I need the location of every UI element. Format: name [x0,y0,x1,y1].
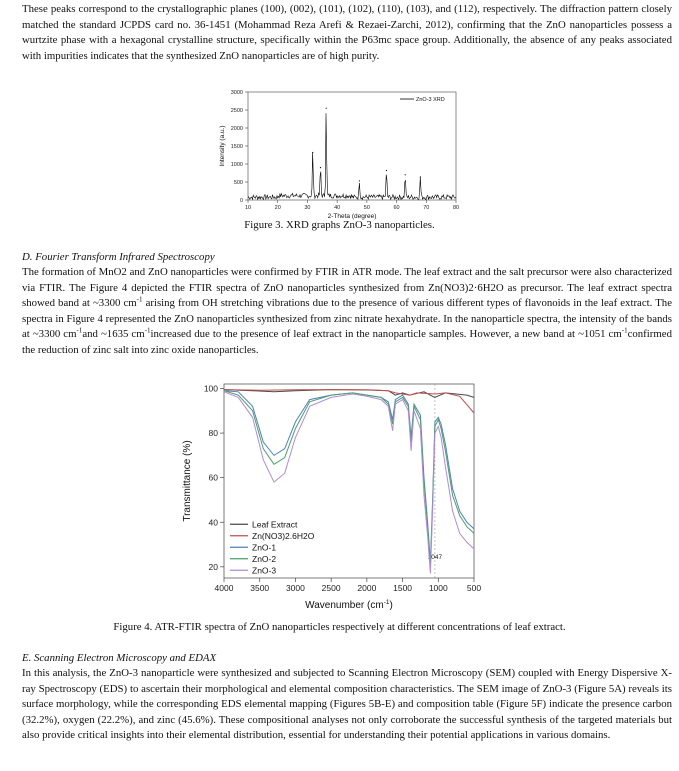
ftir-legend-label: ZnO-2 [252,553,277,564]
ftir-legend-label: ZnO-3 [252,565,277,576]
xrd-y-tick-label: 2000 [230,126,243,132]
ftir-x-tick-label: 1000 [428,583,448,593]
figure4-caption: Figure 4. ATR-FTIR spectra of ZnO nanoparticles respectively at different concentrations of leaf extract. [113,621,566,633]
xrd-x-tick-label: 40 [334,205,341,211]
ftir-x-axis-label: Wavenumber $(cm^{-1})$ [305,599,393,611]
xrd-y-tick-label: 2500 [230,108,243,114]
xrd-x-tick-label: 50 [363,205,370,211]
ftir-legend-label: Zn(NO3)2.6H2O [252,530,315,541]
xrd-y-tick-label: 1000 [230,162,243,168]
xrd-x-tick-label: 70 [423,205,430,211]
ftir-x-tick-label: 2000 [357,583,377,593]
ftir-x-tick-label: 500 [466,583,482,593]
section-e-paragraph: In this analysis, the ZnO-3 nanoparticle were synthesized and subjected to Scanning Electron Microscopy (SEM) coupled with Energy Dispersive X-ray Spectroscopy (EDS) to ascertain their morphological and elemental composition characteristics. The SEM image of ZnO-3 (Figure 5A) reveals its surface morphology, while the corresponding EDS elemental mapping (Figures 5B-E) and composition table (Figure 5F) indicate the presence carbon (32.2%), oxygen (22.2%), and zinc (45.6%). These compositional analyses not only corroborate the successful synthesis of the targeted materials but also provide critical insights into their elemental distribution, essential for understanding their potential applications in various domains. [22,667,672,742]
ftir-x-tick-label: 3000 [285,583,305,593]
ftir-chart [178,378,488,618]
xrd-peak-point [312,152,313,153]
section-e-heading: E. Scanning Electron Microscopy and EDAX [22,652,217,664]
xrd-plot-frame [248,92,456,200]
section-d-paragraph: The formation of MnO2 and ZnO nanoparticles were confirmed by FTIR in ATR mode. The leaf extract and the salt precursor were also characterized via FTIR. The Figure 4 depicted the FTIR spectra of ZnO nanoparticles synthesized from Zn(NO3)2·6H2O as precursor. The leaf extract spectra showed band at ~3300 $cm^{-1}$ arising from OH stretching vibrations due to the presence of various different types of flavonoids in the leaf extract. The spectra in Figure 4 represented the ZnO nanoparticles synthesized from zinc nitrate hexahydrate. In the nanoparticle spectra, the intensity of the bands at ~3300 $cm^{-1}and$ ~1635 $cm^{-1}increased$ due to the presence of leaf extract in the nanoparticle samples. However, a new band at ~1051 $cm^{-1}confirmed$ the reduction of zinc salt into zinc oxide nanoparticles. [22,266,672,356]
ftir-annotation-1047: 1047 [427,553,443,561]
xrd-peak-point [420,176,421,177]
ftir-y-tick-label: 20 [208,561,218,572]
ftir-x-tick-label: 4000 [214,583,234,593]
ftir-y-tick-label: 80 [208,428,218,439]
xrd-x-tick-label: 20 [274,205,281,211]
xrd-y-tick-label: 500 [233,180,243,186]
xrd-y-tick-label: 3000 [230,90,243,96]
ftir-legend-label: ZnO-1 [252,542,277,553]
ftir-y-axis-label: Transmittance (%) [182,440,193,522]
xrd-series-line [248,113,456,199]
xrd-peak-point [320,167,321,168]
xrd-x-tick-label: 10 [244,205,252,211]
xrd-peak-point [326,108,327,109]
xrd-x-tick-label: 80 [452,205,460,211]
xrd-x-tick-label: 30 [304,205,311,211]
figure3-caption: Figure 3. XRD graphs ZnO-3 nanoparticles. [244,219,435,231]
xrd-peak-point [405,174,406,175]
xrd-y-tick-label: 0 [239,198,243,204]
ftir-x-tick-label: 2500 [321,583,341,593]
ftir-x-tick-label: 3500 [250,583,270,593]
xrd-peak-point [386,170,387,171]
ftir-y-tick-label: 100 [203,383,218,394]
xrd-peak-point [359,180,360,181]
xrd-chart [210,86,470,220]
xrd-y-tick-label: 1500 [230,144,243,150]
ftir-y-tick-label: 60 [208,472,218,483]
xrd-x-axis-label: 2-Theta (degree) [327,213,377,220]
intro-paragraph: These peaks correspond to the crystallographic planes (100), (002), (101), (102), (110), (103), and (112), respectively. The diffraction pattern closely matched the standard JCPDS card no. 36-1451 (Mohammad Reza Arefi & Rezaei-Zarchi, 2012), confirming that the ZnO nanoparticles possess a wurtzite phase with a hexagonal crystalline structure, specifically within the P63mc space group. Additionally, the absence of any peaks associated with impurities indicates that the synthesized ZnO nanoparticles are of high purity. [22,3,672,62]
ftir-legend-label: Leaf Extract [252,519,298,530]
xrd-legend-label: ZnO-3 XRD [416,97,445,103]
ftir-x-tick-label: 1500 [393,583,413,593]
xrd-y-axis-label: Intensity (a.u.) [219,125,226,167]
ftir-y-tick-label: 40 [208,517,218,528]
section-d-heading: D. Fourier Transform Infrared Spectroscopy [22,251,215,263]
xrd-x-tick-label: 60 [393,205,400,211]
